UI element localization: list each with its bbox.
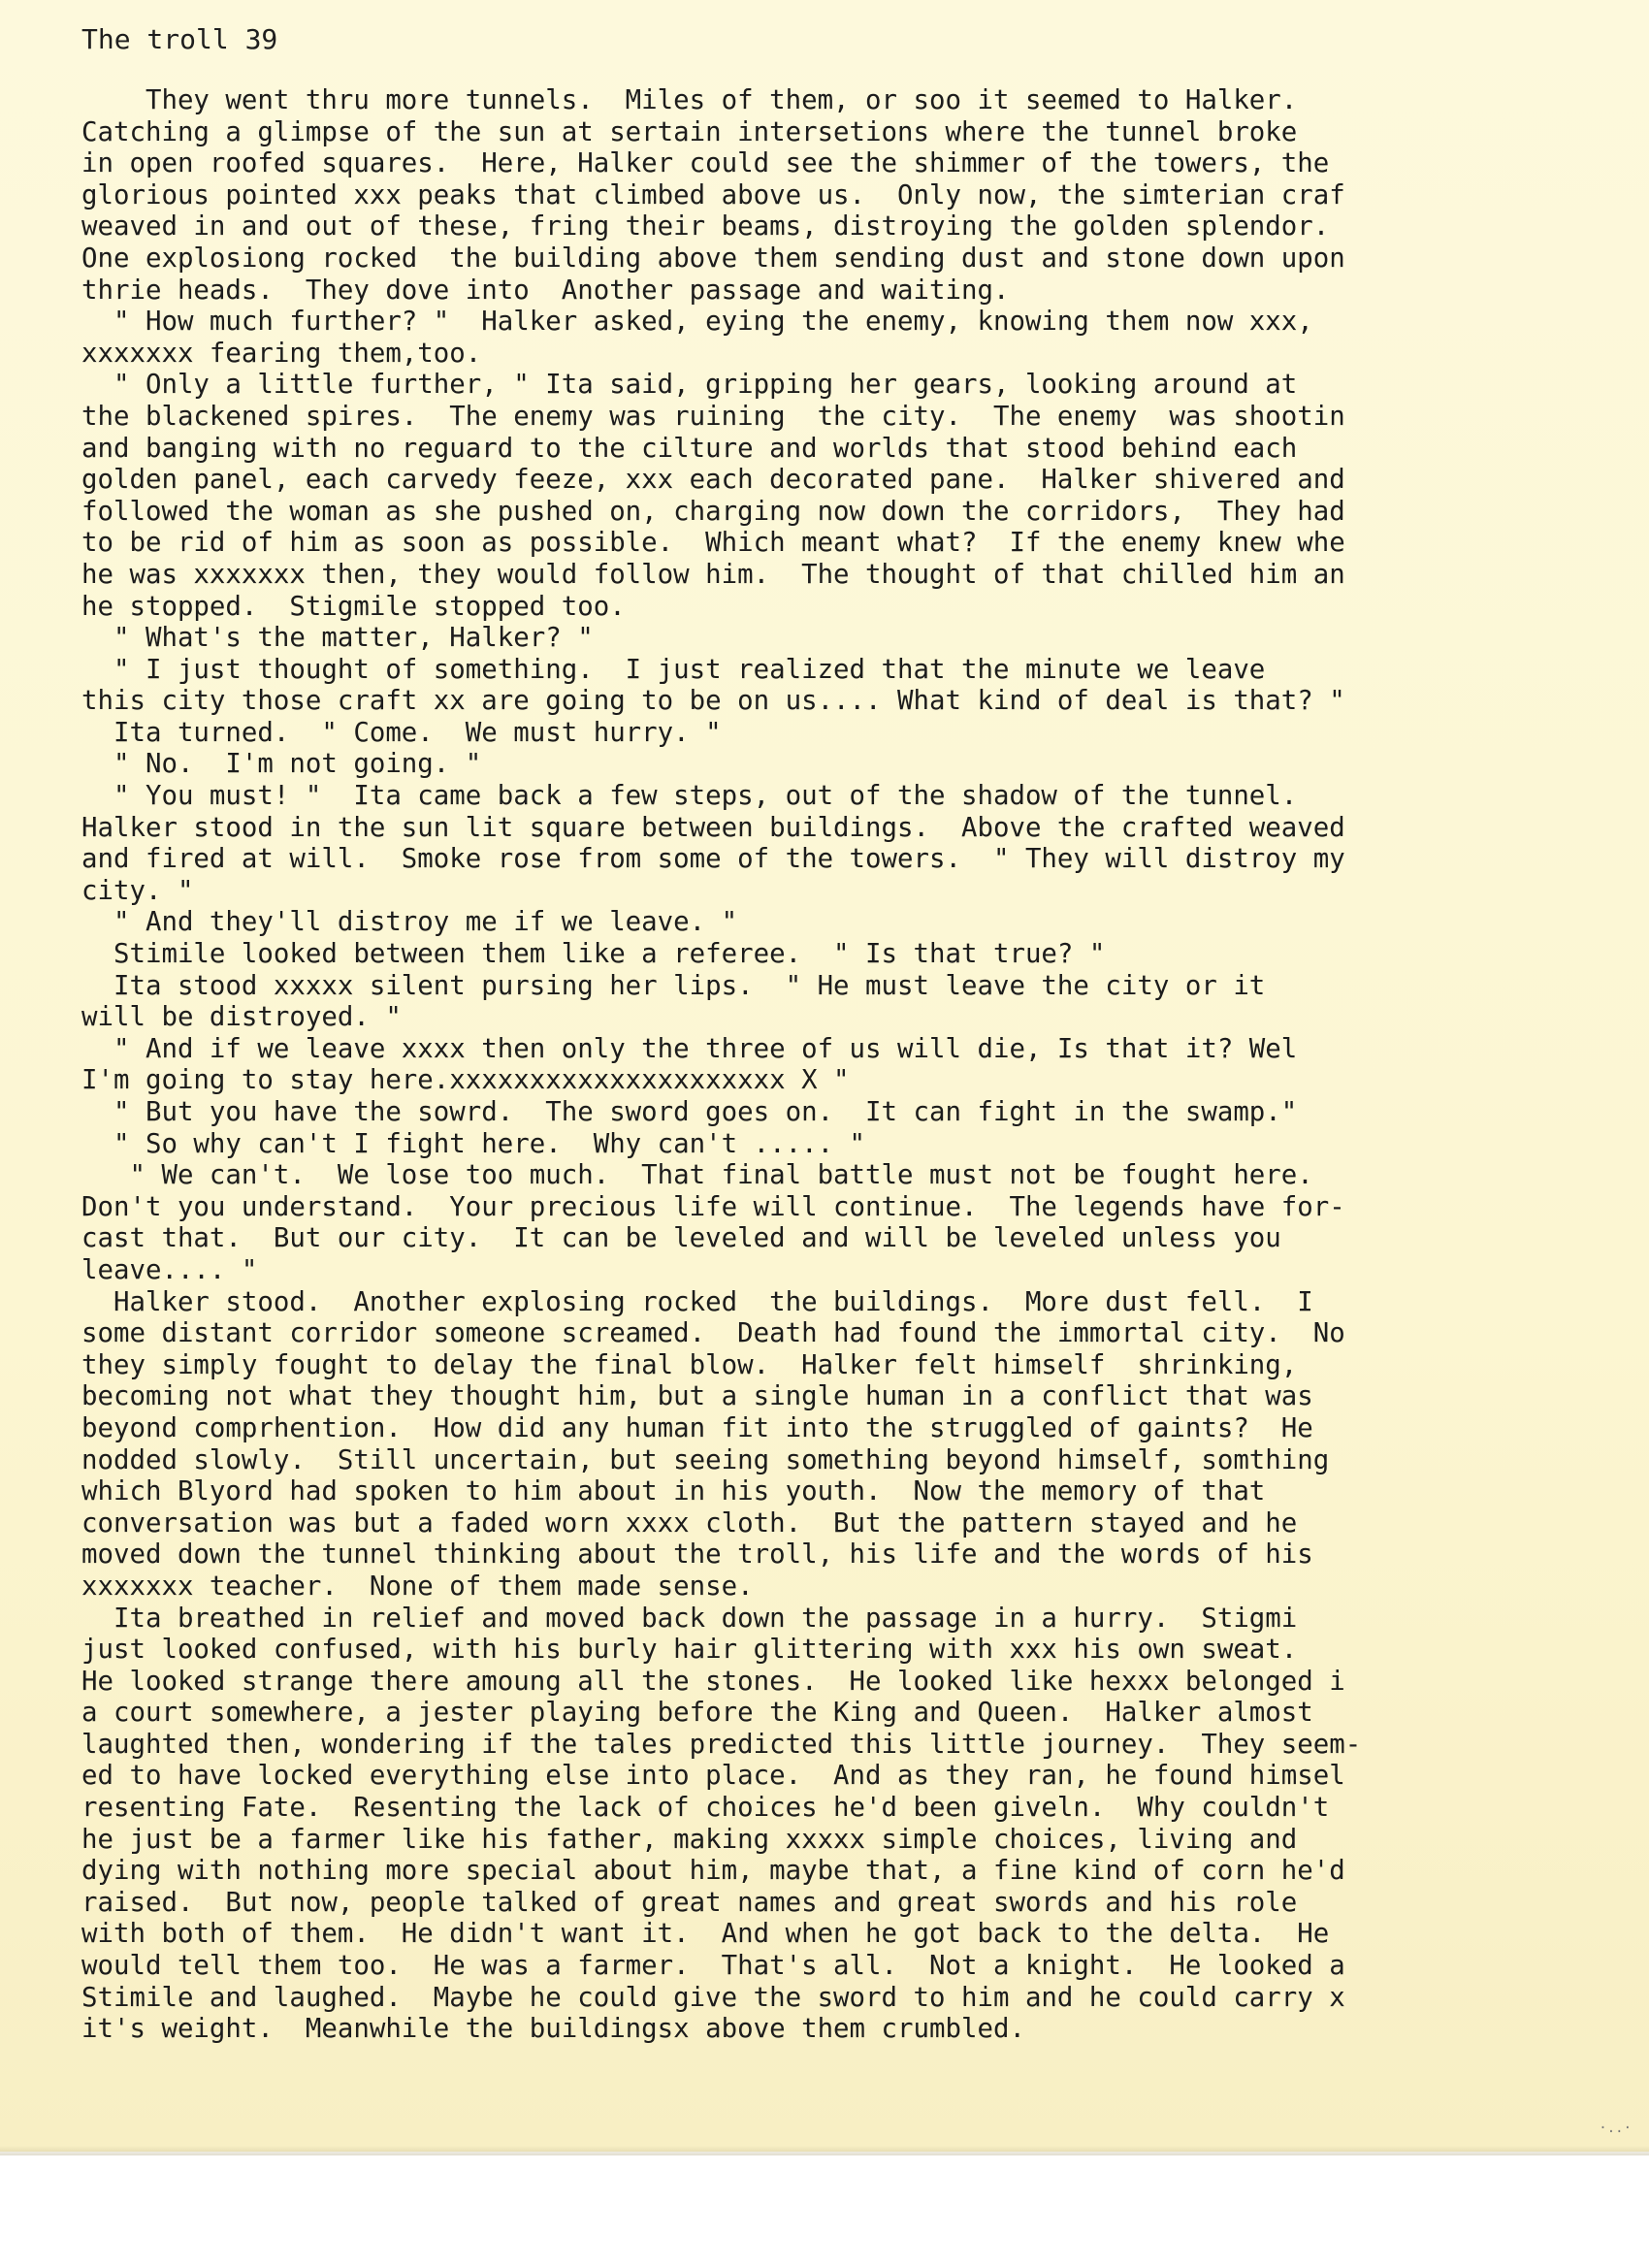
text-line: it's weight. Meanwhile the buildingsx above them crumbled. xyxy=(81,2014,1025,2045)
text-line: I'm going to stay here.xxxxxxxxxxxxxxxxxxxxx X " xyxy=(81,1065,850,1096)
text-line: in open roofed squares. Here, Halker could see the shimmer of the towers, the xyxy=(81,148,1330,179)
text-line: to be rid of him as soon as possible. Which meant what? If the enemy knew whe xyxy=(81,528,1345,559)
text-line: One explosiong rocked the building above them sending dust and stone down upon xyxy=(81,243,1345,274)
text-line: he just be a farmer like his father, making xxxxx simple choices, living and xyxy=(81,1824,1298,1855)
text-line: raised. But now, people talked of great names and great swords and his role xyxy=(81,1887,1298,1918)
text-line: " And they'll distroy me if we leave. " xyxy=(81,907,738,938)
text-line: Don't you understand. Your precious life will continue. The legends have for- xyxy=(81,1191,1345,1222)
page-header: The troll 39 xyxy=(81,23,278,55)
text-line: " Only a little further, " Ita said, gripping her gears, looking around at xyxy=(81,370,1298,401)
text-line: some distant corridor someone screamed. Death had found the immortal city. No xyxy=(81,1318,1345,1349)
text-line: weaved in and out of these, fring their beams, distroying the golden splendor. xyxy=(81,211,1330,243)
text-line: which Blyord had spoken to him about in his youth. Now the memory of that xyxy=(81,1476,1266,1507)
text-line: Stimile looked between them like a referee. " Is that true? " xyxy=(81,939,1106,970)
text-line: " How much further? " Halker asked, eying the enemy, knowing them now xxx, xyxy=(81,307,1313,338)
text-line: " I just thought of something. I just realized that the minute we leave xyxy=(81,654,1266,685)
text-line: city. " xyxy=(81,875,194,906)
text-line: laughted then, wondering if the tales predicted this little journey. They seem- xyxy=(81,1729,1362,1760)
text-line: the blackened spires. The enemy was ruining the city. The enemy was shootin xyxy=(81,401,1345,432)
text-line: Halker stood in the sun lit square between buildings. Above the crafted weaved xyxy=(81,812,1345,843)
text-line: " So why can't I fight here. Why can't ..... " xyxy=(81,1128,866,1159)
text-line: and banging with no reguard to the cilture and worlds that stood behind each xyxy=(81,433,1298,464)
text-line: Ita stood xxxxx silent pursing her lips. " He must leave the city or it xyxy=(81,970,1266,1001)
text-line: cast that. But our city. It can be leveled and will be leveled unless you xyxy=(81,1223,1281,1254)
text-line: Ita turned. " Come. We must hurry. " xyxy=(81,717,722,748)
text-line: will be distroyed. " xyxy=(81,1002,402,1033)
text-line: and fired at will. Smoke rose from some of the towers. " They will distroy my xyxy=(81,844,1345,875)
text-line: glorious pointed xxx peaks that climbed above us. Only now, the simterian craf xyxy=(81,179,1345,211)
text-line: becoming not what they thought him, but a single human in a conflict that was xyxy=(81,1381,1313,1412)
text-line: dying with nothing more special about him, maybe that, a fine kind of corn he'd xyxy=(81,1856,1345,1887)
text-line: " We can't. We lose too much. That final battle must not be fought here. xyxy=(81,1160,1313,1191)
text-line: beyond comprhention. How did any human fit into the struggled of gaints? He xyxy=(81,1412,1313,1443)
text-line: he stopped. Stigmile stopped too. xyxy=(81,591,626,622)
text-line: " And if we leave xxxx then only the three of us will die, Is that it? Wel xyxy=(81,1033,1298,1064)
paper-smudge: ·..· xyxy=(1599,2121,1632,2136)
text-line: Catching a glimpse of the sun at sertain intersetions where the tunnel broke xyxy=(81,116,1298,147)
text-line: he was xxxxxxx then, they would follow him. The thought of that chilled him an xyxy=(81,559,1345,590)
text-line: golden panel, each carvedy feeze, xxx each decorated pane. Halker shivered and xyxy=(81,465,1345,496)
text-line: " What's the matter, Halker? " xyxy=(81,623,594,654)
text-line: would tell them too. He was a farmer. That's all. Not a knight. He looked a xyxy=(81,1951,1345,1982)
text-line: just looked confused, with his burly hair glittering with xxx his own sweat. xyxy=(81,1635,1298,1666)
text-line: they simply fought to delay the final blow. Halker felt himself shrinking, xyxy=(81,1349,1298,1380)
text-line: Stimile and laughed. Maybe he could give the sword to him and he could carry x xyxy=(81,1982,1345,2013)
text-line: " But you have the sowrd. The sword goes on. It can fight in the swamp." xyxy=(81,1097,1298,1127)
manuscript-body xyxy=(81,85,1649,2046)
text-line: with both of them. He didn't want it. And when he got back to the delta. He xyxy=(81,1919,1330,1950)
text-line: Ita breathed in relief and moved back down the passage in a hurry. Stigmi xyxy=(81,1603,1298,1634)
text-line: They went thru more tunnels. Miles of them, or soo it seemed to Halker. xyxy=(81,85,1298,115)
text-line: nodded slowly. Still uncertain, but seeing something beyond himself, somthing xyxy=(81,1444,1330,1475)
text-line: resenting Fate. Resenting the lack of choices he'd been giveln. Why couldn't xyxy=(81,1793,1330,1824)
text-line: xxxxxxx teacher. None of them made sense. xyxy=(81,1571,754,1602)
text-line: a court somewhere, a jester playing before the King and Queen. Halker almost xyxy=(81,1698,1313,1729)
text-line: moved down the tunnel thinking about the troll, his life and the words of his xyxy=(81,1539,1313,1571)
text-line: followed the woman as she pushed on, charging now down the corridors, They had xyxy=(81,496,1345,527)
text-line: Halker stood. Another explosing rocked the buildings. More dust fell. I xyxy=(81,1286,1313,1317)
text-line: thrie heads. They dove into Another passage and waiting. xyxy=(81,275,1010,306)
text-line: " No. I'm not going. " xyxy=(81,749,482,780)
paper-edge xyxy=(0,2146,1649,2155)
text-line: xxxxxxx fearing them,too. xyxy=(81,338,482,369)
text-line: " You must! " Ita came back a few steps, out of the shadow of the tunnel. xyxy=(81,781,1298,812)
text-line: ed to have locked everything else into place. And as they ran, he found himsel xyxy=(81,1761,1345,1792)
text-line: leave.... " xyxy=(81,1254,258,1285)
text-line: conversation was but a faded worn xxxx cloth. But the pattern stayed and he xyxy=(81,1507,1298,1539)
text-line: this city those craft xx are going to be on us.... What kind of deal is that? " xyxy=(81,686,1345,717)
text-line: He looked strange there amoung all the stones. He looked like hexxx belonged i xyxy=(81,1666,1345,1697)
